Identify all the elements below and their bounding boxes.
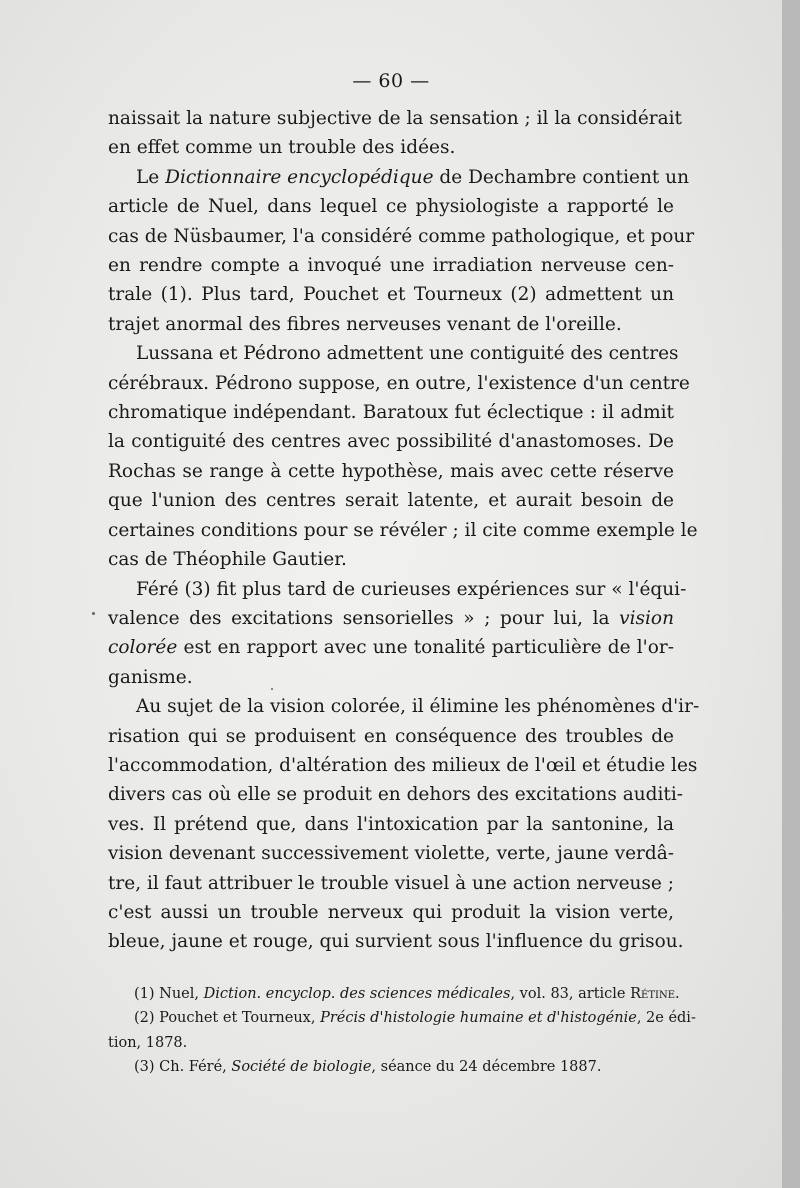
text-line: risation qui se produisent en conséquence des troubles de [108, 725, 674, 747]
text-line: Lussana et Pédrono admettent une contiguité des centres [136, 343, 679, 365]
text-line: cas de Théophile Gautier. [108, 549, 347, 571]
text-line: valence des excitations sensorielles » ; pour lui, la vision [108, 607, 674, 629]
paragraph [108, 692, 700, 957]
footnote [108, 1006, 696, 1055]
text-line: que l'union des centres serait latente, et aurait besoin de [108, 490, 674, 512]
text-line: chromatique indépendant. Baratoux fut éclectique : il admit [108, 402, 674, 424]
text-line: naissait la nature subjective de la sensation ; il la considérait [108, 108, 682, 129]
paper-speck [271, 688, 273, 690]
text-line: tre, il faut attribuer le trouble visuel à une action nerveuse ; [108, 872, 674, 894]
text-line: Féré (3) fit plus tard de curieuses expériences sur « l'équi- [136, 578, 687, 600]
text-line: cérébraux. Pédrono suppose, en outre, l'existence d'un centre [108, 372, 690, 394]
paper-speck [92, 612, 95, 615]
body-text [108, 104, 700, 957]
text-line: cas de Nüsbaumer, l'a considéré comme pathologique, et pour [108, 225, 695, 247]
footnote-line: (3) Ch. Féré, Société de biologie, séance du 24 décembre 1887. [134, 1059, 602, 1076]
text-line: divers cas où elle se produit en dehors des excitations auditi- [108, 784, 683, 806]
text-line: ves. Il prétend que, dans l'intoxication par la santonine, la [108, 813, 674, 835]
text-line: en effet comme un trouble des idées. [108, 137, 456, 159]
footnote-line: tion, 1878. [108, 1034, 188, 1051]
text-line: Le Dictionnaire encyclopédique de Dechambre contient un [136, 166, 689, 188]
paragraph [108, 163, 695, 339]
text-line: vision devenant successivement violette, verte, jaune verdâ- [108, 843, 674, 865]
footnote [108, 1055, 674, 1079]
paragraph [108, 575, 687, 693]
paragraph [108, 339, 698, 574]
paragraph [108, 104, 682, 163]
footnotes [108, 982, 696, 1080]
text-line: la contiguité des centres avec possibilité d'anastomoses. De [108, 431, 674, 453]
text-line: article de Nuel, dans lequel ce physiologiste a rapporté le [108, 196, 674, 218]
text-line: ganisme. [108, 666, 193, 688]
text-line: colorée est en rapport avec une tonalité particulière de l'or- [108, 637, 674, 659]
text-line: en rendre compte a invoqué une irradiation nerveuse cen- [108, 255, 674, 277]
text-line: trale (1). Plus tard, Pouchet et Tourneux (2) admettent un [108, 284, 674, 306]
text-line: certaines conditions pour se révéler ; il cite comme exemple le [108, 519, 698, 541]
footnote-line: (1) Nuel, Diction. encyclop. des sciences médicales, vol. 83, article Rétine. [134, 986, 680, 1002]
text-line: Au sujet de la vision colorée, il élimine les phénomènes d'ir- [136, 696, 700, 718]
text-line: Rochas se range à cette hypothèse, mais avec cette réserve [108, 460, 674, 482]
text-line: bleue, jaune et rouge, qui survient sous l'influence du grisou. [108, 931, 684, 953]
text-line: c'est aussi un trouble nerveux qui produit la vision verte, [108, 901, 674, 923]
text-line: l'accommodation, d'altération des milieux de l'œil et étudie les [108, 754, 698, 776]
page-number: — 60 — [352, 70, 430, 92]
footnote-line: (2) Pouchet et Tourneux, Précis d'histologie humaine et d'histogénie, 2e édi- [134, 1010, 696, 1027]
text-line: trajet anormal des fibres nerveuses venant de l'oreille. [108, 313, 622, 335]
footnote [108, 982, 680, 1006]
